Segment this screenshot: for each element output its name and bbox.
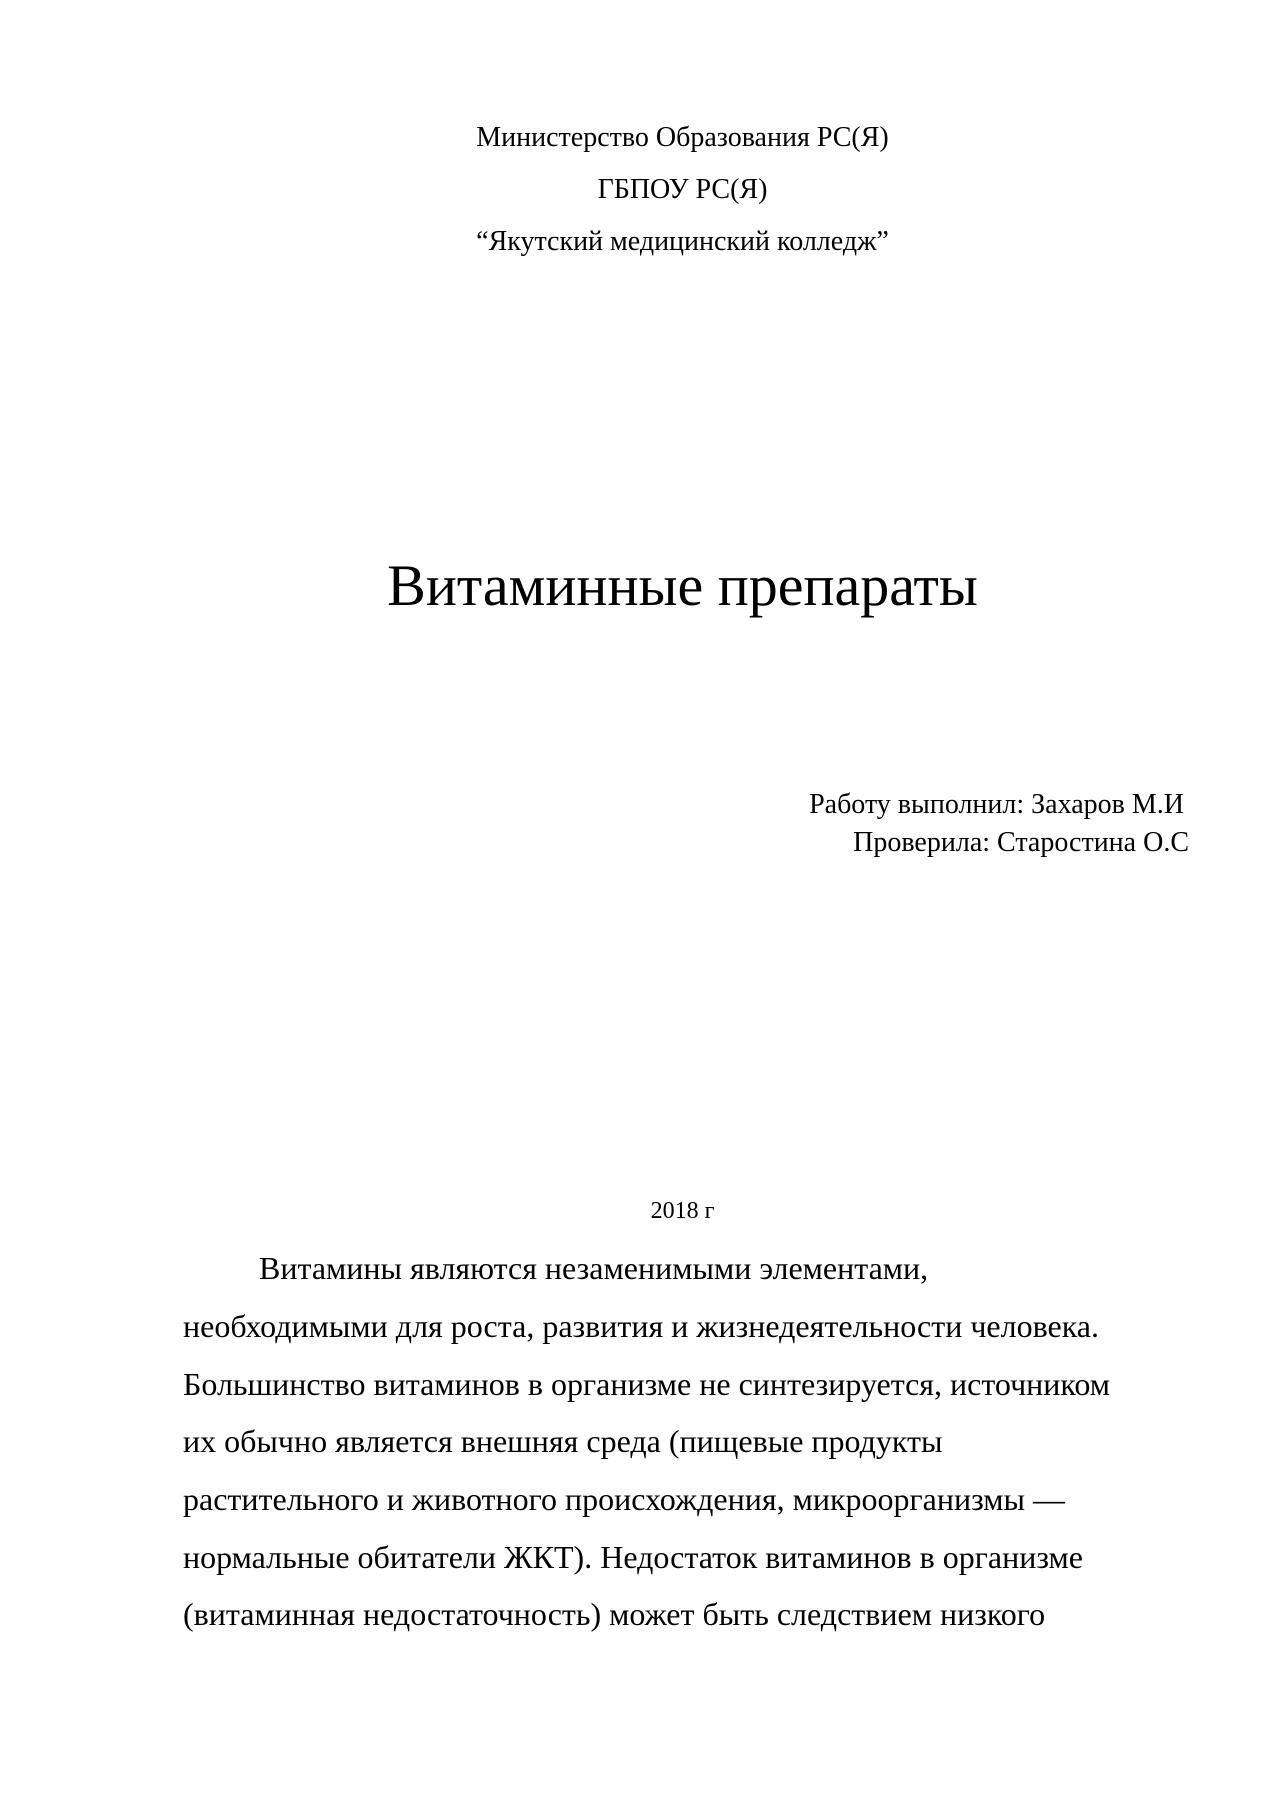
college-name: “Якутский медицинский колледж” bbox=[476, 226, 889, 257]
document-title: Витаминные препараты bbox=[387, 553, 978, 618]
author-credit: Работу выполнил: Захаров М.И bbox=[809, 789, 1184, 820]
body-text-line: Витамины являются незаменимыми элементами, bbox=[259, 1250, 929, 1286]
body-text-line: их обычно является внешняя среда (пищевые продукты bbox=[183, 1423, 943, 1459]
body-text-line: необходимыми для роста, развития и жизнедеятельности человека. bbox=[183, 1308, 1099, 1344]
body-text-line: нормальные обитатели ЖКТ). Недостаток витаминов в организме bbox=[183, 1539, 1083, 1575]
body-text-line: Большинство витаминов в организме не синтезируется, источником bbox=[183, 1366, 1110, 1402]
body-text-line: растительного и животного происхождения, микроорганизмы — bbox=[183, 1481, 1065, 1517]
ministry-name: Министерство Образования РС(Я) bbox=[476, 122, 889, 153]
body-text-line: (витаминная недостаточность) может быть следствием низкого bbox=[183, 1596, 1046, 1632]
institution-name: ГБПОУ РС(Я) bbox=[597, 174, 768, 205]
checker-credit: Проверила: Старостина О.С bbox=[853, 827, 1189, 858]
document-year: 2018 г bbox=[650, 1198, 715, 1224]
